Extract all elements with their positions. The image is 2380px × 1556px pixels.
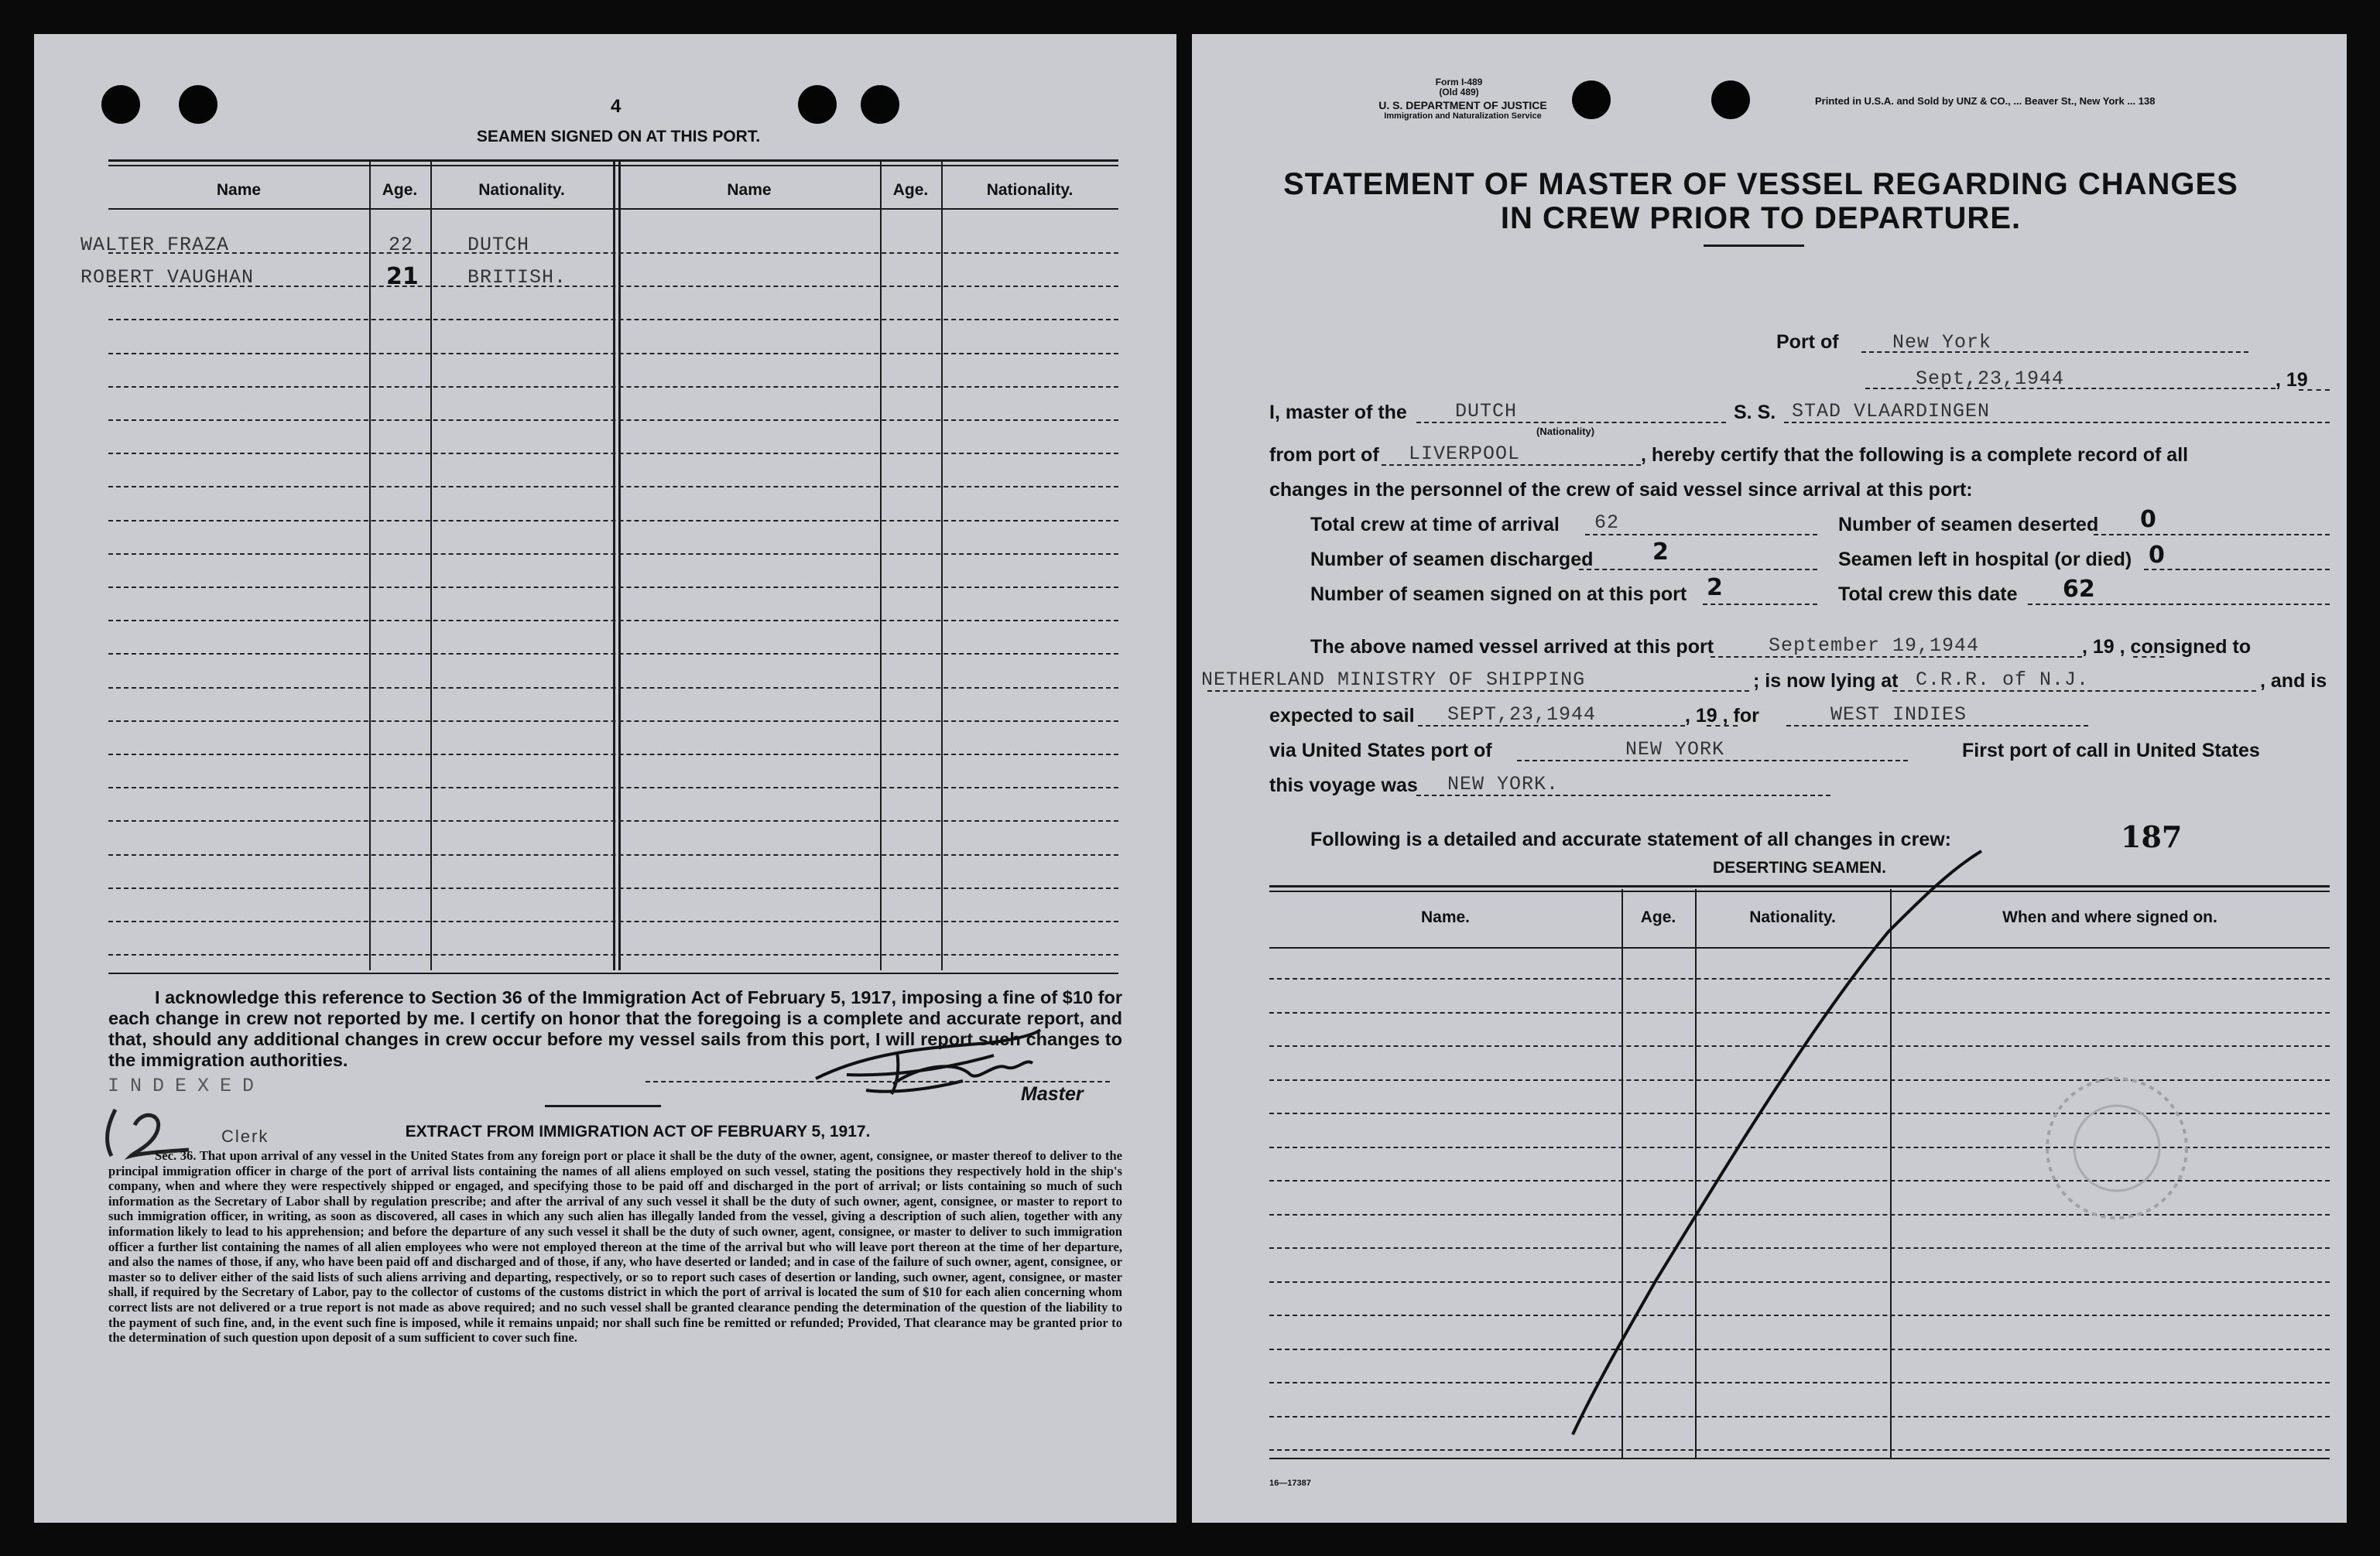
page-number: 4 xyxy=(611,96,622,117)
row-rule xyxy=(108,820,1118,822)
table-cell-age: 21 xyxy=(386,263,419,290)
discharged-value: 2 xyxy=(1652,539,1669,566)
date-value: Sept,23,1944 xyxy=(1916,368,2065,390)
voyage-label: this voyage was xyxy=(1269,775,1418,796)
from-port-label: from port of xyxy=(1269,444,1379,466)
certify-text: , hereby certify that the following is a complete record of all xyxy=(1641,444,2189,466)
first-port-label: First port of call in United States xyxy=(1962,740,2260,761)
row-rule xyxy=(108,353,1118,354)
acknowledgment-text: I acknowledge this reference to Section 36 of the Immigration Act of February 5, 1917, imposing a fine of $10 for each change in crew not reported by me. I certify on honor that the foregoing is a complete and accurate report, and that, should any additional changes in crew occur before my vessel sails from this port, I will report such changes to the immigration authorities. xyxy=(108,987,1122,1070)
section-36-text xyxy=(108,1148,1122,1346)
sail-value: SEPT,23,1944 xyxy=(1447,703,1597,726)
row-rule xyxy=(108,520,1118,522)
arrived-value: September 19,1944 xyxy=(1769,634,1980,657)
deserted-value: 0 xyxy=(2140,506,2156,533)
department: U. S. DEPARTMENT OF JUSTICE xyxy=(1378,99,1547,111)
total-crew-arrival-label: Total crew at time of arrival xyxy=(1310,514,1560,535)
handwritten-number: 187 xyxy=(2121,819,2183,854)
punch-hole xyxy=(101,85,140,124)
port-of-label: Port of xyxy=(1776,331,1839,353)
row-rule xyxy=(108,286,1118,287)
total-crew-arrival-value: 62 xyxy=(1594,511,1620,534)
section-body: That upon arrival of any vessel in the United States from any foreign port or place it shall be the duty of the owner, agent, consignee, or master thereof to deliver to the principal immigration officer in charge of the port of arrival lists containing the names of all aliens employed on such vessel, stating the positions they respectively hold in the ship's company, when and where they were respectively shipped or engaged, and specifying those to be paid off and discharged in the port of arrival; or lists containing so much of such information as the Secretary of Labor shall by regulation prescribe; and after the arrival of any such vessel it shall be the duty of such owner, agent, consignee, or master to report to such immigration officer, in writing, as soon as discovered, all cases in which any such alien has illegally landed from the vessel, giving a description of such alien, together with any information likely to lead to his apprehension; and before the departure of any such vessel it shall be the duty of such owner, agent, consignee, or master to deliver to such immigration officer a further list containing the names of all alien employees who were not employed thereon at the time of the arrival but who will leave port thereon at the time of her departure, and also the names of those, if any, who have been paid off and discharged and of those, if any, who have deserted or landed; and in case of the failure of such owner, agent, consignee, or master so to deliver either of the said lists of such aliens arriving and departing, respectively, or so to report such cases of desertion or landing, such owner, agent, consignee, or master shall, if required by the Secretary of Labor, pay to the collector of customs of the customs district in which the port of arrival is located the sum of $10 for each alien concerning whom correct lists are not delivered or a true report is not made as above required; and no such vessel shall be granted clearance pending the determination of the question of the liability to the payment of such fine, and, in the event such fine is imposed, while it remains unpaid; nor shall such fine be remitted or refunded; Provided, That clearance may be granted prior to the determination of such question upon deposit of a sum sufficient to cover such fine. xyxy=(108,1148,1122,1346)
consignee-value: NETHERLAND MINISTRY OF SHIPPING xyxy=(1201,669,1586,691)
indexed-stamp: INDEXED xyxy=(108,1075,265,1097)
nationality-value: DUTCH xyxy=(1455,400,1518,422)
column-header-signed-on: When and where signed on. xyxy=(2002,908,2217,926)
column-header-nationality: Nationality. xyxy=(1749,908,1836,926)
column-header-name: Name xyxy=(216,181,262,199)
clerk-label: Clerk xyxy=(221,1127,269,1146)
column-header-name: Name. xyxy=(1420,908,1471,926)
row-rule xyxy=(108,720,1118,722)
table-cell-age: 22 xyxy=(389,234,414,256)
via-value: NEW YORK xyxy=(1625,738,1725,761)
left-page xyxy=(34,34,1176,1523)
changes-text: changes in the personnel of the crew of said vessel since arrival at this port: xyxy=(1269,479,1973,501)
ss-label: S. S. xyxy=(1734,402,1776,423)
section-label: Sec. 36. xyxy=(155,1148,197,1163)
sail-label: expected to sail xyxy=(1269,705,1415,727)
row-rule xyxy=(108,319,1118,320)
punch-hole xyxy=(798,85,837,124)
for-label: , 19 , for xyxy=(1685,705,1759,727)
row-rule xyxy=(108,954,1118,956)
row-rule xyxy=(108,921,1118,922)
row-rule xyxy=(108,419,1118,421)
row-rule xyxy=(108,854,1118,856)
ship-name: STAD VLAARDINGEN xyxy=(1792,400,1991,422)
cancel-stroke xyxy=(1563,846,2067,1450)
column-header-age: Age. xyxy=(382,181,418,199)
column-header-age: Age. xyxy=(1640,908,1676,926)
row-rule xyxy=(108,687,1118,689)
master-of-label: I, master of the xyxy=(1269,402,1407,423)
year-suffix: , 19 xyxy=(2276,369,2308,391)
row-rule xyxy=(108,586,1118,588)
lying-value: C.R.R. of N.J. xyxy=(1916,669,2090,691)
printer-line: Printed in U.S.A. and Sold by UNZ & CO., ... Beaver St., New York ... 138 xyxy=(1815,95,2156,107)
punch-hole xyxy=(861,85,899,124)
column-header-age: Age. xyxy=(892,181,929,199)
from-port-value: LIVERPOOL xyxy=(1409,443,1521,465)
port-of-value: New York xyxy=(1892,331,1992,354)
table-cell-name: WALTER FRAZA xyxy=(80,234,230,256)
lying-label: ; is now lying at xyxy=(1753,670,1899,692)
following-text: Following is a detailed and accurate statement of all changes in crew: xyxy=(1310,829,1951,850)
form-title-line1: STATEMENT OF MASTER OF VESSEL REGARDING CHANGES xyxy=(1283,167,2238,201)
row-rule xyxy=(108,620,1118,621)
row-rule xyxy=(108,386,1118,388)
total-crew-date-value: 62 xyxy=(2063,576,2095,603)
signed-on-label: Number of seamen signed on at this port xyxy=(1310,583,1687,605)
faint-stamp xyxy=(2008,1063,2210,1233)
table-cell-nationality: BRITISH. xyxy=(467,266,567,289)
section-title: SEAMEN SIGNED ON AT THIS PORT. xyxy=(476,128,761,145)
hospital-value: 0 xyxy=(2149,542,2165,569)
form-old: (Old 489) xyxy=(1439,87,1479,97)
form-code: 16—17387 xyxy=(1269,1479,1311,1488)
for-value: WEST INDIES xyxy=(1830,703,1967,726)
discharged-label: Number of seamen discharged xyxy=(1310,549,1594,570)
table-cell-nationality: DUTCH xyxy=(467,234,530,256)
row-rule xyxy=(108,754,1118,755)
row-rule xyxy=(108,252,1118,254)
row-rule xyxy=(108,553,1118,555)
punch-hole xyxy=(1711,80,1750,119)
row-rule xyxy=(108,653,1118,655)
row-rule xyxy=(108,453,1118,454)
column-header-nationality: Nationality. xyxy=(478,181,565,199)
consigned-label: , 19 , consigned to xyxy=(2082,636,2252,658)
nationality-caption: (Nationality) xyxy=(1536,426,1595,437)
table-cell-name: ROBERT VAUGHAN xyxy=(80,266,255,289)
arrived-label: The above named vessel arrived at this port xyxy=(1310,636,1714,658)
via-label: via United States port of xyxy=(1269,740,1492,761)
and-is-label: , and is xyxy=(2260,670,2327,692)
signed-on-value: 2 xyxy=(1707,574,1723,601)
voyage-value: NEW YORK. xyxy=(1447,773,1560,795)
master-label: Master xyxy=(1021,1083,1084,1105)
right-page xyxy=(1192,34,2347,1523)
service: Immigration and Naturalization Service xyxy=(1384,111,1542,121)
deserting-title: DESERTING SEAMEN. xyxy=(1712,859,1887,877)
row-rule xyxy=(108,486,1118,487)
deserted-label: Number of seamen deserted xyxy=(1838,514,2099,535)
punch-hole xyxy=(179,85,217,124)
column-header-nationality: Nationality. xyxy=(986,181,1074,199)
form-title-line2: IN CREW PRIOR TO DEPARTURE. xyxy=(1500,201,2022,235)
column-header-name: Name xyxy=(727,181,772,199)
form-number: Form I-489 xyxy=(1435,77,1483,87)
extract-title: EXTRACT FROM IMMIGRATION ACT OF FEBRUARY 5, 1917. xyxy=(405,1123,871,1140)
hospital-label: Seamen left in hospital (or died) xyxy=(1838,549,2132,570)
row-rule xyxy=(108,887,1118,889)
row-rule xyxy=(108,787,1118,788)
total-crew-date-label: Total crew this date xyxy=(1838,583,2018,605)
